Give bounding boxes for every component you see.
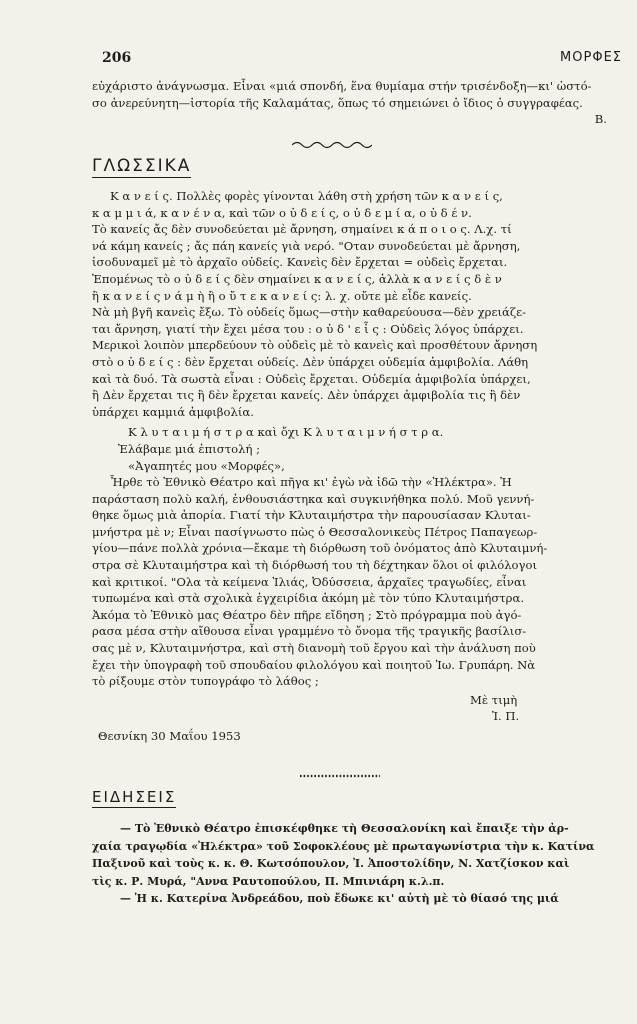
body-line: νά κάμη κανείς ; ἄς πάη κανείς γιὰ νερό. "Οταν συνοδεύεται μὲ ἄρνηση, <box>92 238 521 253</box>
letter-intro: Ἐλάβαμε μιά ἐπιστολή ; <box>118 441 261 456</box>
news-line: — Τὸ Ἐθνικὸ Θέατρο ἐπισκέφθηκε τὴ Θεσσαλονίκη καὶ ἔπαιξε τὴν ἀρ- <box>120 822 569 835</box>
body-line: ὑπάρχει καμμιά ἀμφιβολία. <box>92 404 254 419</box>
letter-line: Ἦρθε τὸ Ἐθνικὸ Θέατρο καὶ πῆγα κι' ἐγὼ νὰ ἰδῶ τὴν «Ἠλέκτρα». Ἡ <box>110 475 512 490</box>
letter-closing: Μὲ τιμὴ <box>470 692 518 707</box>
body-line: ται ἄρνηση, γιατί τὴν ἔχει μέσα του : ο ὐ δ ' ε ἷ ς : Οὐδεὶς λόγος ὑπάρχει. <box>92 321 524 336</box>
letter-line: θηκε ὅμως μιὰ ἀπορία. Γιατί τὴν Κλυταιμήστρα τὴν παρουσίασαν Κλυται- <box>92 508 531 523</box>
section-title-text: ΓΛΩΣΣΙΚΑ <box>92 156 192 176</box>
glossika-body <box>92 188 622 744</box>
page-number: 206 <box>102 50 132 66</box>
body-line: ἢ κ α ν ε ί ς ν ά μ ὴ ἢ ο ὔ τ ε κ α ν ε ί ς: λ. χ. οὔτε μὲ εἶδε κανείς. <box>92 288 472 303</box>
letter-salutation: «Ἀγαπητές μου «Μορφές», <box>128 458 285 473</box>
letter-place-date: Θεσνίκη 30 Μαΐου 1953 <box>98 728 241 743</box>
body-line: ἰσοδυναμεῖ μὲ τὸ ἀρχαῖο οὐδείς. Κανεὶς δὲν ἔρχεται = οὐδεὶς ἔρχεται. <box>92 255 508 270</box>
body-line: κ α μ μ ι ά, κ α ν έ ν α, καὶ τῶν ο ὐ δ ε ί ς, ο ὐ δ ε μ ί α, ο ὐ δ έ ν. <box>92 205 472 220</box>
letter-initials: Ἰ. Π. <box>492 708 520 723</box>
body-line: Μερικοὶ λοιπὸν μπερδεύουν τὸ οὐδεὶς μὲ τὸ κανεὶς καὶ προσθέτουν ἄρνηση <box>92 338 538 353</box>
page-header <box>102 50 622 68</box>
intro-line: σο ἀνερεύνητη—ἱστορία τῆς Καλαμάτας, ὅπως τό σημειώνει ὁ ἴδιος ὁ συγγραφέας. <box>92 95 583 110</box>
intro-line: εὐχάριστο ἀνάγνωσμα. Εἶναι «μιά σπονδή, ἕνα θυμίαμα στήν τρισένδοξη—κι' ὡστό- <box>92 79 592 93</box>
letter-line: τυπωμένα καὶ στὰ σχολικὰ ἐγχειρίδια ἀκόμη μὲ τὸν τύπο Κλυταιμήστρα. <box>92 591 525 606</box>
letter-line: παράσταση πολὺ καλή, ἐνθουσιάστηκα καὶ συγκινήθηκα πολύ. Μοῦ γεννή- <box>92 491 535 506</box>
body-line: Ἐπομένως τὸ ο ὐ δ ε ί ς δὲν σημαίνει κ α ν ε ί ς, ἀλλὰ κ α ν ε ί ς δ ὲ ν <box>92 271 502 286</box>
letter-line: Ἀκόμα τὸ Ἐθνικὸ μας Θέατρο δὲν πῆρε εἴδηση ; Στὸ πρόγραμμα ποὺ ἀγό- <box>92 607 522 622</box>
news-line: χαία τραγῳδία «Ἠλέκτρα» τοῦ Σοφοκλέους μὲ πρωταγωνίστρια τὴν κ. Κατίνα <box>92 839 595 853</box>
news-line: — Ἡ κ. Κατερίνα Ἀνδρεάδου, ποὺ ἔδωκε κι' αὐτὴ μὲ τὸ θίασό της μιά <box>120 892 559 905</box>
body-line: στὸ ο ὐ δ ε ί ς : δὲν ἔρχεται οὐδείς. Δὲν ὑπάρχει οὐδεμία ἀμφιβολία. Λάθη <box>92 354 529 369</box>
body-line: Τὸ κανείς ἄς δὲν συνοδεύεται μὲ ἄρνηση, σημαίνει κ ά π ο ι ο ς. Λ.χ. τί <box>92 222 512 237</box>
dotted-divider <box>300 773 380 779</box>
letter-line: σας μὲ ν, Κλυταιμνήστρα, καὶ στὴ διανομὴ τοῦ ἔργου καὶ τὴν ἀνάλυση ποὺ <box>92 641 536 656</box>
section-title-text: ΕΙΔΗΣΕΙΣ <box>92 788 177 806</box>
section-title-glossika <box>92 156 191 178</box>
letter-line: στρα σὲ Κλυταιμήστρα καὶ τὴ διόρθωσή του τὴ δέχτηκαν ὅλοι οἱ φιλόλογοι <box>92 558 537 573</box>
eidiseis-body <box>92 820 622 908</box>
wavy-divider <box>292 140 372 150</box>
body-line: ἢ Δὲν ἔρχεται τις ἢ δὲν ἔρχεται κανείς. Δὲν ὑπάρχει ἀμφιβολία τις ἢ δὲν <box>92 388 521 403</box>
letter-line: ρασα μέσα στὴν αἴθουσα εἶναι γραμμένο τὸ ὄνομα τῆς τραγικῆς βασίλισ- <box>92 624 527 639</box>
body-line: καὶ τὰ δυό. Τὰ σωστὰ εἶναι : Οὐδεὶς ἔρχεται. Οὐδεμία ἀμφιβολία ὑπάρχει, <box>92 371 531 386</box>
letter-line: καὶ κριτικοί. "Ολα τὰ κείμενα Ἰλιάς, Ὀδύσσεια, ἀρχαῖες τραγωδίες, εἶναι <box>92 574 527 589</box>
section-title-eidiseis <box>92 788 176 808</box>
intro-signature: Β. <box>594 112 607 127</box>
letter-line: γίου—πάνε πολλὰ χρόνια—ἔκαμε τὴ διόρθωση τοῦ ὀνόματος ἀπὸ Κλυταιμνή- <box>92 541 548 556</box>
running-title: ΜΟΡΦΕΣ <box>560 50 622 65</box>
body-line: Νὰ μὴ βγῆ κανεὶς ἔξω. Τὸ οὐδείς ὅμως—στὴν καθαρεύουσα—δὲν χρειάζε- <box>92 305 527 320</box>
body-line: Κ α ν ε ί ς. Πολλὲς φορὲς γίνονται λάθη στὴ χρήση τῶν κ α ν ε ί ς, <box>110 189 503 203</box>
letter-line: μνήστρα μὲ ν; Εἶναι πασίγνωστο πὼς ὁ Θεσσαλονικεὺς Πέτρος Παπαγεωρ- <box>92 524 538 539</box>
letter-line: ἔχει τὴν ὑπογραφὴ τοῦ σπουδαίου φιλολόγου καὶ ποιητοῦ Ἰω. Γρυπάρη. Νὰ <box>92 657 536 672</box>
letter-line: τὸ ρίξουμε στὸν τυπογράφο τὸ λάθος ; <box>92 674 319 689</box>
intro-paragraph <box>92 78 622 127</box>
news-line: τὶς κ. Ρ. Μυρά, "Αννα Ραυτοπούλου, Π. Μπινιάρη κ.λ.π. <box>92 874 445 888</box>
news-line: Παξινοῦ καὶ τοὺς κ. κ. Θ. Κωτσόπουλον, Ἰ. Ἀποστολίδην, Ν. Χατζίσκον καὶ <box>92 857 570 870</box>
subheading: Κ λ υ τ α ι μ ή σ τ ρ α καὶ ὄχι Κ λ υ τ α ι μ ν ή σ τ ρ α. <box>128 425 444 440</box>
